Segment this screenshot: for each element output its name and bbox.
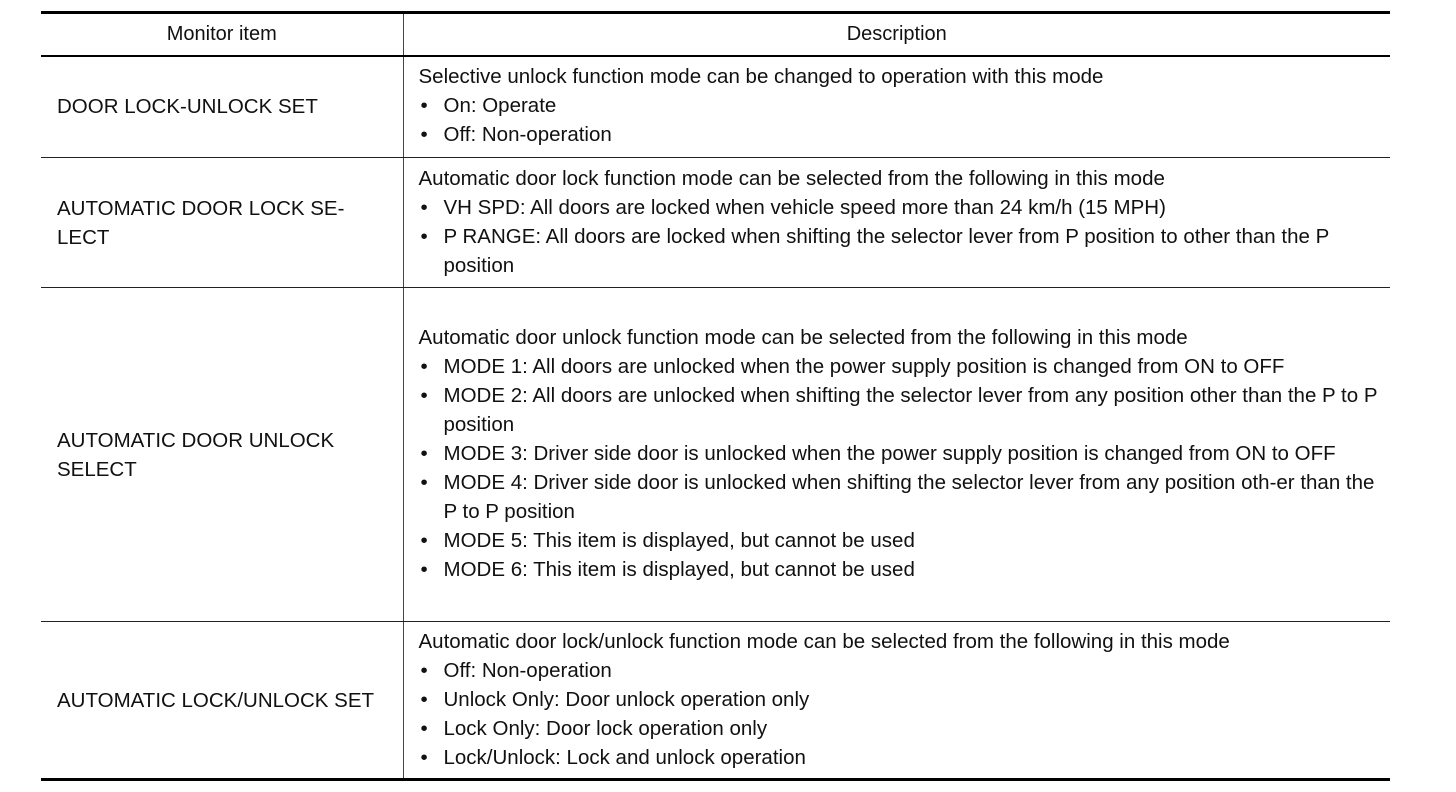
description-cell — [403, 56, 1390, 158]
monitor-item-table — [41, 11, 1390, 781]
bullet-list — [419, 91, 1381, 149]
bullet-item: • Unlock Only: Door unlock operation only — [420, 687, 810, 711]
bullet-list — [419, 656, 1381, 772]
bullet-item: • Off: Non-operation — [420, 658, 612, 682]
bullet-item: • On: Operate — [420, 94, 557, 118]
description-intro: Automatic door unlock function mode can be selected from the following in this mode — [418, 326, 1188, 349]
description-intro: Automatic door lock function mode can be selected from the following in this mode — [418, 166, 1165, 190]
bullet-list — [419, 193, 1381, 280]
bullet-item: • Lock Only: Door lock operation only — [420, 716, 768, 740]
monitor-item-cell: DOOR LOCK-UNLOCK SET — [41, 56, 403, 158]
description-intro: Selective unlock function mode can be changed to operation with this mode — [418, 65, 1104, 89]
bullet-item: • VH SPD: All doors are locked when vehicle speed more than 24 km/h (15 MPH) — [420, 195, 1166, 219]
bullet-list — [419, 352, 1381, 584]
table-row — [41, 56, 1390, 158]
description-cell — [403, 622, 1390, 780]
monitor-item-cell: AUTOMATIC LOCK/UNLOCK SET — [41, 622, 403, 780]
bullet-item: • MODE 3: Driver side door is unlocked when the power supply position is changed from ON to OFF — [420, 442, 1336, 465]
header-monitor-item: Monitor item — [41, 13, 403, 56]
bullet-item: • MODE 6: This item is displayed, but cannot be used — [420, 558, 915, 581]
description-intro: Automatic door lock/unlock function mode can be selected from the following in this mode — [418, 629, 1230, 653]
bullet-item: • Off: Non-operation — [420, 123, 612, 147]
monitor-item-cell: AUTOMATIC DOOR LOCK SE-LECT — [41, 158, 403, 288]
bullet-item: • MODE 4: Driver side door is unlocked when shifting the selector lever from any position oth-er than the P to P position — [420, 471, 1375, 523]
bullet-item: • P RANGE: All doors are locked when shifting the selector lever from P position to other than the P position — [420, 224, 1329, 277]
monitor-item-cell: AUTOMATIC DOOR UNLOCK SELECT — [41, 288, 403, 622]
bullet-item: • MODE 1: All doors are unlocked when the power supply position is changed from ON to OFF — [420, 355, 1285, 378]
table-row — [41, 158, 1390, 288]
header-description: Description — [403, 13, 1390, 56]
bullet-item: • MODE 2: All doors are unlocked when shifting the selector lever from any position other than the P to P position — [420, 384, 1378, 436]
description-cell — [403, 288, 1390, 622]
table-row — [41, 622, 1390, 780]
description-cell — [403, 158, 1390, 288]
bullet-item: • Lock/Unlock: Lock and unlock operation — [420, 745, 806, 769]
table-header-row — [41, 13, 1390, 56]
bullet-item: • MODE 5: This item is displayed, but cannot be used — [420, 529, 915, 552]
table-row — [41, 288, 1390, 622]
